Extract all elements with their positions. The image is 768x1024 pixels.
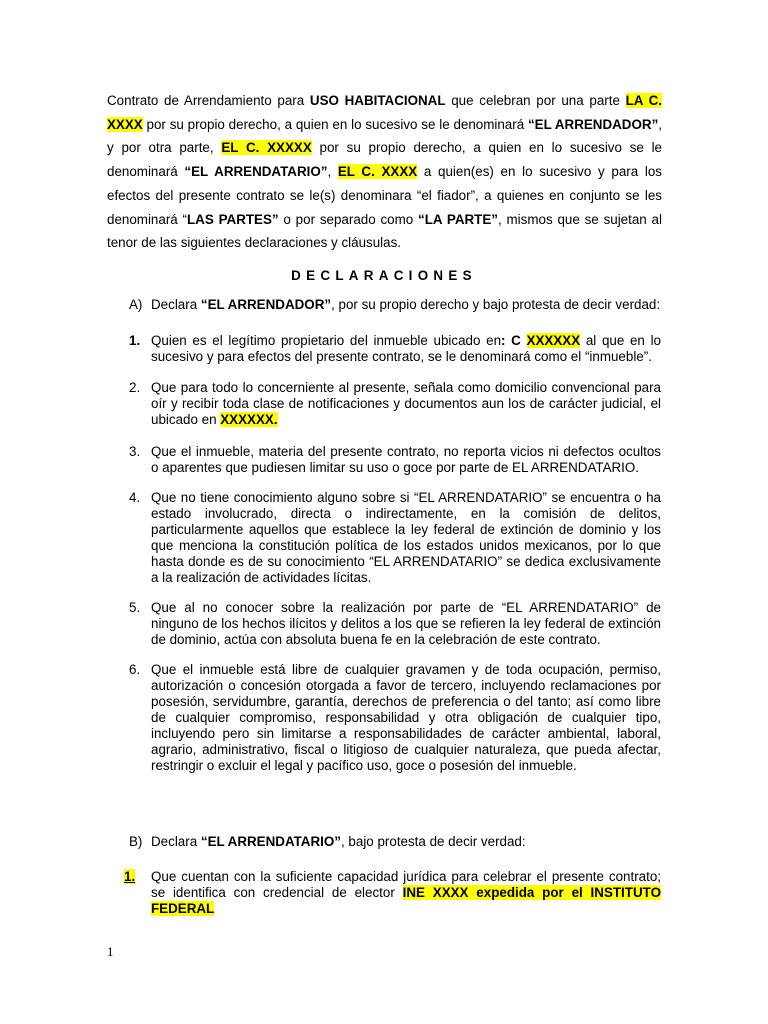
intro-text: , [327,164,338,180]
list-item-number: 1. [124,869,136,884]
intro-text-bold: “EL ARRENDATARIO” [184,164,328,180]
highlighted-address: XXXXXX. [220,412,278,427]
intro-text-bold: “EL ARRENDADOR” [527,116,659,132]
list-item-number: 2. [129,380,141,395]
intro-text: o por separado como [278,211,419,227]
list-item-number: 5. [129,600,141,615]
section-text: Declara [151,834,201,849]
intro-text: a quien(es) en lo sucesivo y para los efectos del presente contrato se le(s) denominara “el fiador”, a quienes en conjunto se les denominará “ [107,164,662,227]
declarations-heading: DECLARACIONES [291,268,477,283]
highlighted-name-fiador: EL C. XXXX [337,164,418,180]
intro-text: , y por otra parte, [107,116,662,156]
list-item-number: 4. [129,490,141,505]
section-text-bold: “EL ARRENDATARIO” [200,834,341,849]
item-text: Quien es el legítimo propietario del inmueble ubicado en [151,333,502,348]
intro-text-bold: “LA PARTE” [418,211,498,227]
list-item: Que al no conocer sobre la realización por parte de “EL ARRENDATARIO” de ninguno de los hechos ilícitos y delitos a los que se refieren la ley federal de extinción de dominio, actúa con absoluta buena fe en la celebración de este contrato. [151,600,661,647]
list-item [151,380,661,428]
section-text-bold: “EL ARRENDADOR” [200,297,332,312]
intro-text: por su propio derecho, a quien en lo sucesivo se le denominará [107,140,663,180]
section-a-marker: A) [129,297,143,312]
list-item [151,869,661,917]
highlighted-name-arrendatario: EL C. XXXXX [221,140,312,156]
section-a-title [151,297,671,313]
highlighted-address: XXXXXX [526,333,581,348]
intro-text: que celebran por una parte [445,93,626,108]
list-item: Que el inmueble, materia del presente contrato, no reporta vicios ni defectos ocultos o aparentes que pudiesen limitar su uso o goce por parte de EL ARRENDATARIO. [151,444,661,475]
intro-text: Contrato de Arrendamiento para [107,93,310,108]
item-text-bold: : C [501,333,527,348]
page-number: 1 [107,944,114,959]
list-item-number: 1. [129,333,141,348]
item-text: al que en lo sucesivo y para efectos del presente contrato, se le denominará como el “inmueble”. [151,333,661,364]
highlighted-ine: INE XXXX expedida por el INSTITUTO FEDERAL [151,885,661,916]
list-item: Que no tiene conocimiento alguno sobre si “EL ARRENDATARIO” se encuentra o ha estado involucrado, directa o indirectamente, en la comisión de delitos, particularmente aquellos que establece la ley federal de extinción de dominio y los que menciona la constitución política de los estados unidos mexicanos, por lo que hasta donde es de su conocimiento “EL ARRENDATARIO” se dedica exclusivamente a la realización de actividades lícitas. [151,490,661,585]
item-text: Que cuentan con la suficiente capacidad jurídica para celebrar el presente contrato; se identifica con credencial de elector [151,869,661,900]
list-item-number: 6. [129,662,141,677]
highlighted-name-arrendador: LA C. XXXX [107,93,663,132]
section-text: Declara [151,297,201,312]
list-item-number: 3. [129,444,141,459]
contract-intro-paragraph [107,89,662,255]
section-b-marker: B) [129,834,143,849]
list-item [151,333,661,365]
section-text: , bajo protesta de decir verdad: [340,834,526,849]
intro-text: , mismos que se sujetan al tenor de las siguientes declaraciones y cláusulas. [107,211,662,251]
intro-text: por su propio derecho, a quien en lo sucesivo se le denominará [142,116,528,132]
section-text: , por su propio derecho y bajo protesta de decir verdad: [331,297,661,312]
intro-text-bold: LAS PARTES” [187,211,279,227]
list-item: Que el inmueble está libre de cualquier gravamen y de toda ocupación, permiso, autorización o concesión otorgada a favor de tercero, incluyendo reclamaciones por posesión, servidumbre, garantía, derechos de preferencia o del tanto; así como libre de cualquier compromiso, responsabilidad y otra obligación de cualquier tipo, incluyendo pero sin limitarse a responsabilidades de carácter ambiental, laboral, agrario, administrativo, fiscal o litigioso de cualquier naturaleza, que pueda afectar, restringir o excluir el legal y pacífico uso, goce o posesión del inmueble. [151,662,661,773]
intro-text-bold: USO HABITACIONAL [309,93,446,108]
section-b-title [151,834,671,850]
item-text: Que para todo lo concerniente al presente, señala como domicilio convencional para oír y recibir toda clase de notificaciones y documentos aun los de carácter judicial, el ubicado en [151,380,661,427]
